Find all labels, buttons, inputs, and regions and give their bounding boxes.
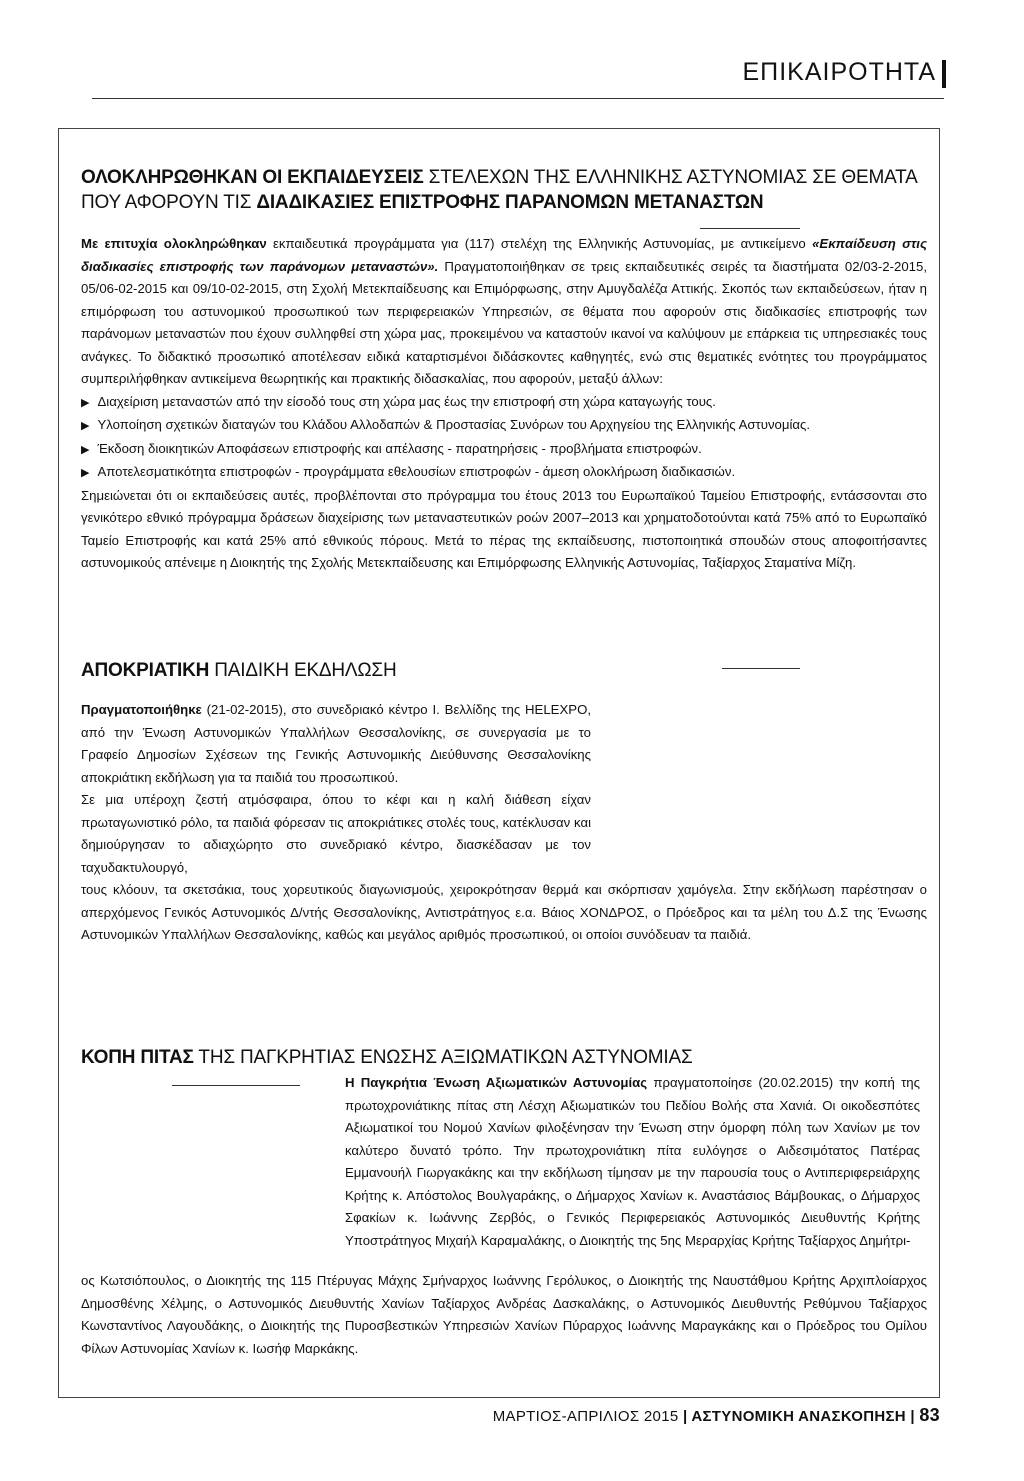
header-bar-divider xyxy=(942,60,946,88)
title-part: ΤΗΣ ΠΑΓΚΡΗΤΙΑΣ ΕΝΩΣΗΣ ΑΞΙΩΜΑΤΙΚΩΝ ΑΣΤΥΝΟΜΙΑΣ xyxy=(193,1047,693,1068)
title-bold-part: ΚΟΠΗ ΠΙΤΑΣ xyxy=(81,1047,194,1068)
header-rule xyxy=(92,98,944,99)
footer-separator: | xyxy=(682,1408,692,1425)
title-part: ΠΑΙΔΙΚΗ ΕΚΔΗΛΩΣΗ xyxy=(209,660,397,681)
article-body xyxy=(345,1072,920,1252)
section-title: ΕΠΙΚΑΙΡΟΤΗΤΑ xyxy=(742,58,936,86)
body-text: Πραγματοποιήθηκαν σε τρεις εκπαιδευτικές σειρές τα διαστήματα 02/03-2-2015, 05/06-02-2015 και 09/10-02-2015, στη Σχολή Μετεκπαίδευσης και Επιμόρφωσης, στην Αμυγδαλέζα Αττικής. Σκοπός των εκπαιδεύσεων, ήταν η επιμόρφωση του αστυνομικού προσωπικού των περιφερειακών Υπηρεσιών, σε θέματα που αφορούν στις διαδικασίες επιστροφής των παράνομων μεταναστών που έχουν συλληφθεί στη χώρα μας, προκειμένου να καταστούν ικανοί να καλύψουν με επάρκεια τις υπηρεσιακές τους ανάγκες. Το διδακτικό προσωπικό αποτέλεσαν ειδικά καταρτισμένοι διδάσκοντες καθηγητές, ενώ στις θεματικές ενότητες του προγράμματος συμπεριλήφθηκαν αντικείμενα θεωρητικής και πρακτικής διδασκαλίας, που αφορούν, μεταξύ άλλων: xyxy=(81,258,927,386)
page-footer xyxy=(493,1405,940,1426)
title-bold-part: ΑΠΟΚΡΙΑΤΙΚΗ xyxy=(81,660,210,681)
article-pita-body xyxy=(345,1072,920,1252)
article-pita-continued xyxy=(81,1270,927,1360)
body-text: τους κλόουν, τα σκετσάκια, τους χορευτικούς διαγωνισμούς, χειροκρότησαν θερμά και σκόρπισαν χαμόγελα. Στην εκδήλωση παρέστησαν ο απερχόμενος Γενικός Αστυνομικός Δ/ντής Θεσσαλονίκης, Αντιστράτηγος ε.α. Βάιος ΧΟΝΔΡΟΣ, ο Πρόεδρος και τα μέλη του Δ.Σ της Ένωσης Αστυνομικών Υπαλλήλων Θεσσαλονίκης, καθώς και μεγάλος αριθμός προσωπικού, οι οποίοι συνόδευαν τα παιδιά. xyxy=(81,882,927,942)
list-item: ▶ Υλοποίηση σχετικών διαταγών του Κλάδου Αλλοδαπών & Προστασίας Συνόρων του Αρχηγείου της Ελληνικής Αστυνομίας. xyxy=(81,414,927,438)
article-title xyxy=(81,1045,927,1070)
article-training xyxy=(81,165,927,575)
article-carnival xyxy=(81,658,927,947)
intro-text: εκπαιδευτικά προγράμματα για (117) στελέχη της Ελληνικής Αστυνομίας, με αντικείμενο xyxy=(266,236,813,251)
title-bold-part: ΟΛΟΚΛΗΡΩΘΗΚΑΝ ΟΙ ΕΚΠΑΙΔΕΥΣΕΙΣ xyxy=(81,167,424,188)
title-bold-part-2: ΔΙΑΔΙΚΑΣΙΕΣ ΕΠΙΣΤΡΟΦΗΣ ΠΑΡΑΝΟΜΩΝ ΜΕΤΑΝΑΣΤΩΝ xyxy=(256,192,764,213)
title-part: ΣΤΕΛΕΧΩΝ ΤΗΣ ΕΛΛΗΝΙΚΗΣ ΑΣΤΥΝΟΜΙΑΣ ΣΕ ΘΕΜΑΤΑ ΠΟΥ ΑΦΟΡΟΥΝ ΤΙΣ xyxy=(81,167,917,213)
list-item: ▶ Αποτελεσματικότητα επιστροφών - προγράμματα εθελουσίων επιστροφών - άμεση ολοκλήρωση διαδικασιών. xyxy=(81,461,927,485)
closing-text: Σημειώνεται ότι οι εκπαιδεύσεις αυτές, προβλέπονται στο πρόγραμμα του έτους 2013 του Ευρωπαϊκού Ταμείου Επιστροφής, εντάσσονται στο γενικότερο εθνικό πρόγραμμα δράσεων διαχείρισης των μεταναστευτικών ροών 2007–2013 και χρηματοδοτούνται κατά 75% από το Ευρωπαϊκό Ταμείο Επιστροφής και κατά 25% από εθνικούς πόρους. Μετά το πέρας της εκπαίδευσης, πιστοποιητικά σπουδών στους αποφοιτήσαντες αστυνομικούς απένειμε η Διοικητής της Σχολής Μετεκπαίδευσης και Επιμόρφωσης Ελληνικής Αστυνομίας, Ταξίαρχος Σταματίνα Μίζη. xyxy=(81,487,927,570)
article-pita xyxy=(81,1045,927,1070)
divider-rule xyxy=(172,1085,300,1086)
lead-bold: Η Παγκρήτια Ένωση Αξιωματικών Αστυνομίας xyxy=(345,1075,648,1090)
divider-rule xyxy=(700,228,800,229)
intro-bold: Με επιτυχία ολοκληρώθηκαν xyxy=(81,236,267,251)
list-item: ▶ Διαχείριση μεταναστών από την είσοδό τους στη χώρα μας έως την επιστροφή στη χώρα καταγωγής τους. xyxy=(81,391,927,415)
body-text: (21-02-2015), στο συνεδριακό κέντρο Ι. Βελλίδης της HELEXPO, από την Ένωση Αστυνομικών Υπαλλήλων Θεσσαλονίκης, σε συνεργασία με το Γραφείο Δημοσίων Σχέσεων της Γενικής Αστυνομικής Διεύθυνσης Θεσσαλονίκης αποκριάτικη εκδήλωση για τα παιδιά του προσωπικού. xyxy=(81,702,591,785)
body-text: ος Κωτσιόπουλος, ο Διοικητής της 115 Πτέρυγας Μάχης Σμήναρχος Ιωάννης Γερόλυκος, ο Διοικητής της Ναυστάθμου Κρήτης Αρχιπλοίαρχος Δημοσθένης Χέλμης, ο Αστυνομικός Διευθυντής Χανίων Ταξίαρχος Ανδρέας Δασκαλάκης, ο Αστυνομικός Διευθυντής Ρεθύμνου Ταξίαρχος Κωνσταντίνος Λαγουδάκης, ο Διοικητής της Πυροσβεστικών Υπηρεσιών Χανίων Πύραρχος Ιωάννης Μαραγκάκης και ο Πρόεδρος του Ομίλου Φίλων Αστυνομίας Χανίων κ. Ιωσήφ Μαρκάκης. xyxy=(81,1273,927,1356)
article-body xyxy=(81,699,591,789)
intro-italic: «Εκπαίδευση στις διαδικασίες επιστροφής των παράνομων μεταναστών». xyxy=(81,236,927,274)
body-text: Σε μια υπέροχη ζεστή ατμόσφαιρα, όπου το κέφι και η καλή διάθεση είχαν πρωταγωνιστικό ρόλο, τα παιδιά φόρεσαν τις αποκριάτικες στολές τους, κατέκλυσαν και δημιούργησαν το αδιαχώρητο στο συνεδριακό κέντρο, διασκέδασαν με τον ταχυδακτυλουργό, xyxy=(81,792,591,875)
page-number: 83 xyxy=(919,1405,940,1425)
footer-separator: | xyxy=(910,1408,920,1425)
list-item: ▶ Έκδοση διοικητικών Αποφάσεων επιστροφής και απέλασης - παρατηρήσεις - προβλήματα επιστροφών. xyxy=(81,438,927,462)
lead-bold: Πραγματοποιήθηκε xyxy=(81,702,202,717)
article-title xyxy=(81,658,927,683)
article-title xyxy=(81,165,927,215)
issue-label: ΜΑΡΤΙΟΣ-ΑΠΡΙΛΙΟΣ 2015 xyxy=(492,1408,679,1425)
article-body xyxy=(81,233,927,391)
bullet-list xyxy=(81,391,927,485)
body-text: πραγματοποίησε (20.02.2015) την κοπή της πρωτοχρονιάτικης πίτας στη Λέσχη Αξιωματικών του Πεδίου Βολής στα Χανιά. Οι οικοδεσπότες Αξιωματικοί του Νομού Χανίων φιλοξένησαν την Ένωση στην όμορφη πόλη των Χανίων με τον καλύτερο δυνατό τρόπο. Την πρωτοχρονιάτικη πίτα ευλόγησε ο Αιδεσιμότατος Πατέρας Εμμανουήλ Γιωργακάκης και την εκδήλωση τίμησαν με την παρουσία τους ο Αντιπεριφερειάρχης Κρήτης κ. Απόστολος Βουλγαράκης, ο Δήμαρχος Χανίων κ. Αναστάσιος Βάμβουκας, ο Δήμαρχος Σφακίων κ. Ιωάννης Ζερβός, ο Γενικός Περιφερειακός Αστυνομικός Διευθυντής Κρήτης Υποστράτηγος Μιχαήλ Καραμαλάκης, ο Διοικητής της 5ης Μεραρχίας Κρήτης Ταξίαρχος Δημήτρι- xyxy=(345,1075,920,1248)
magazine-title: ΑΣΤΥΝΟΜΙΚΗ ΑΝΑΣΚΟΠΗΣΗ xyxy=(691,1408,906,1425)
